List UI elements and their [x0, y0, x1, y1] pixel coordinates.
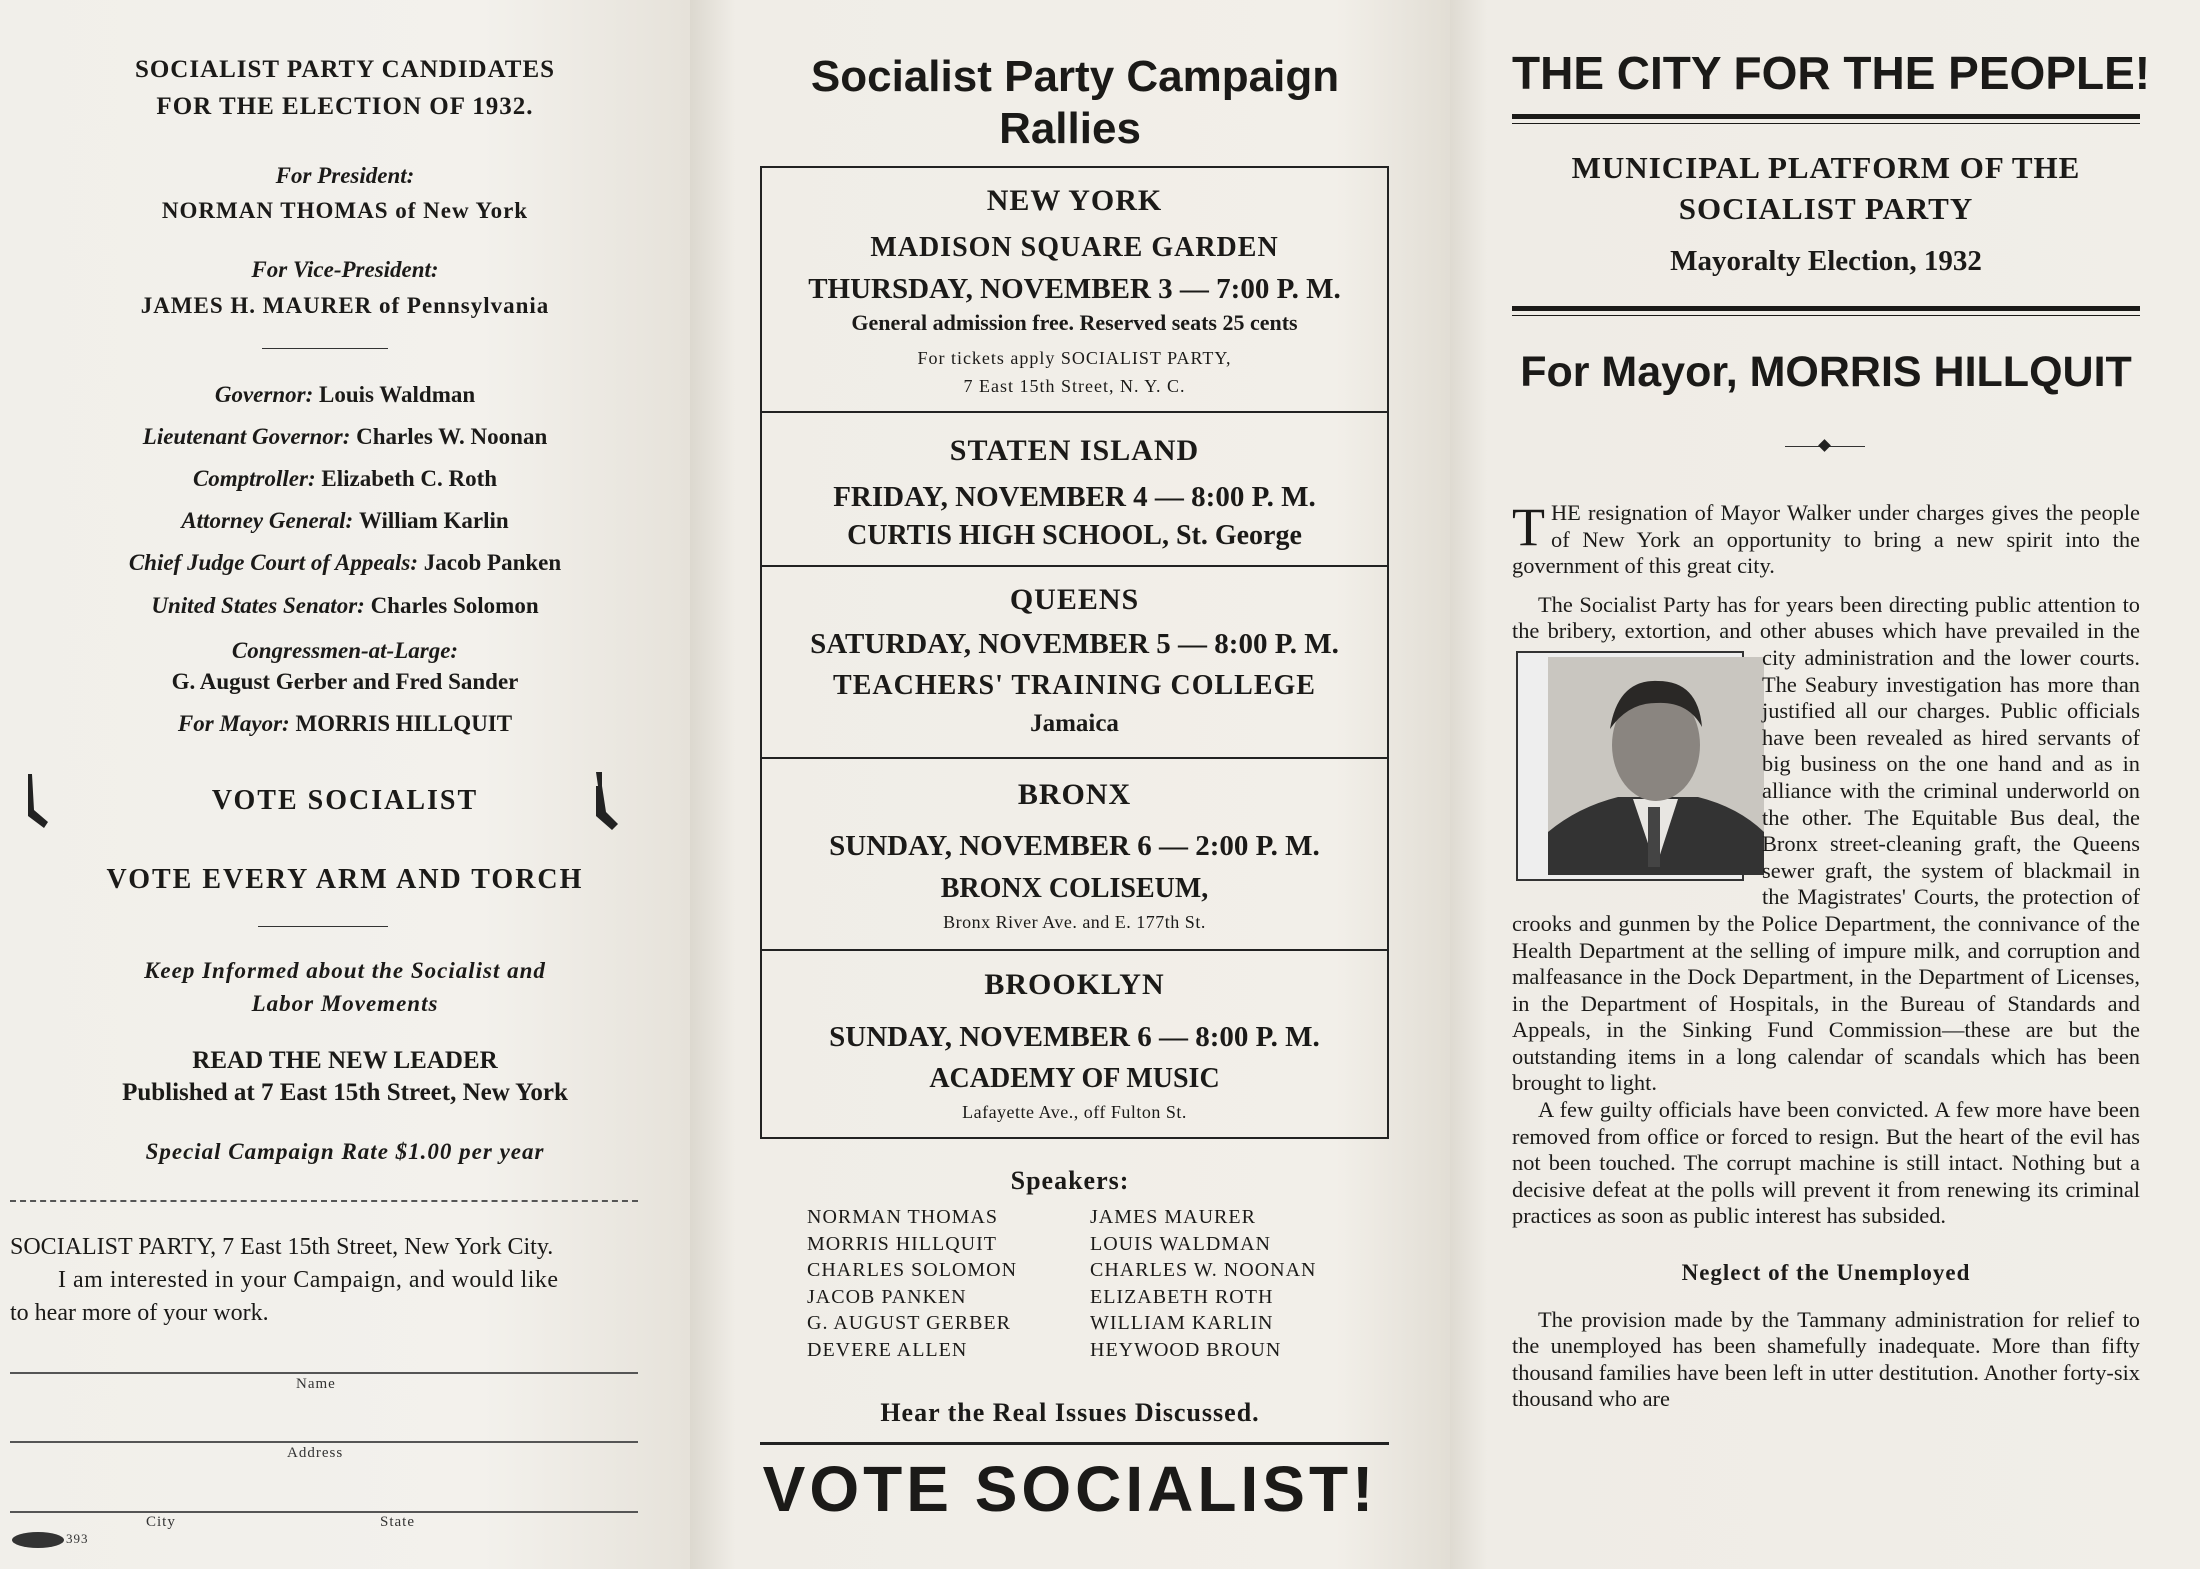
rally-tickets: For tickets apply SOCIALIST PARTY,: [917, 348, 1232, 368]
speaker: NORMAN THOMAS: [807, 1206, 998, 1228]
address-label: Address: [287, 1445, 344, 1461]
platform-subtitle: MUNICIPAL PLATFORM OF THE: [1571, 150, 2081, 185]
role: For Mayor:: [177, 711, 290, 736]
congress-names: G. August Gerber and Fred Sander: [171, 669, 519, 694]
speaker: CHARLES SOLOMON: [807, 1259, 1018, 1281]
name-label: Name: [296, 1376, 336, 1392]
divider: [762, 565, 1387, 567]
role: Attorney General:: [181, 508, 354, 533]
candidate-chief-judge: [0, 550, 690, 576]
candidates-subtitle: FOR THE ELECTION OF 1932.: [156, 93, 534, 120]
middle-panel: [690, 0, 1450, 1569]
divider: [762, 411, 1387, 413]
state-label: State: [380, 1514, 415, 1530]
rally-time: SUNDAY, NOVEMBER 6 — 2:00 P. M.: [829, 830, 1320, 862]
rally-borough: BROOKLYN: [984, 968, 1165, 1001]
candidate-lt-governor: [0, 424, 690, 450]
union-number: 393: [66, 1531, 89, 1546]
left-panel: [0, 0, 690, 1569]
vote-socialist: VOTE SOCIALIST: [211, 785, 479, 816]
drop-cap: T: [1512, 497, 1545, 557]
name: Elizabeth C. Roth: [321, 466, 498, 491]
role: Lieutenant Governor:: [142, 424, 351, 449]
coupon-cut-line: [10, 1200, 638, 1202]
vote-socialist-banner: VOTE SOCIALIST!: [762, 1453, 1378, 1525]
rallies-box: [760, 166, 1389, 1139]
rally-venue: BRONX COLISEUM,: [940, 873, 1209, 904]
mayor-heading: For Mayor, MORRIS HILLQUIT: [1520, 348, 2132, 396]
name: Louis Waldman: [318, 382, 476, 407]
rally-venue: CURTIS HIGH SCHOOL, St. George: [847, 520, 1302, 551]
double-rule: [1512, 315, 2140, 316]
role: Comptroller:: [192, 466, 316, 491]
candidate-governor: [0, 382, 690, 408]
coupon-text: I am interested in your Campaign, and would like: [58, 1267, 559, 1293]
paragraph: [1512, 592, 2140, 1097]
double-rule: [1512, 306, 2140, 311]
rallies-title: Socialist Party Campaign: [810, 52, 1340, 101]
role: Chief Judge Court of Appeals:: [128, 550, 419, 575]
vp-role: For Vice-President:: [251, 257, 439, 282]
diamond-ornament-icon: [1818, 439, 1831, 452]
rally-place: Jamaica: [1030, 710, 1119, 737]
rally-time: FRIDAY, NOVEMBER 4 — 8:00 P. M.: [833, 481, 1316, 513]
rally-borough: BRONX: [1017, 778, 1132, 811]
vote-every-arm: VOTE EVERY ARM AND TORCH: [106, 864, 584, 895]
candidate-comptroller: [0, 466, 690, 492]
rally-venue: TEACHERS' TRAINING COLLEGE: [833, 670, 1316, 701]
name-field[interactable]: [10, 1372, 638, 1374]
paragraph-text: courts. The Seabury investigation has more than justified all our charges. Public officials have been revealed as hired servants of big business on the one hand and as in alliance with the criminal underworld on the other. The Equitable Bus deal, the Bronx street-cleaning graft, the Queens sewer graft, the system of blackmail in the Magistrates' Courts, the protection of crooks and gunmen by the Police Department, the connivance of the Health Department at the selling of impure milk, and corruption and malfeasance in the Dock Department, in the Department of Licenses, in the Department of Hospitals, in the Bureau of Standards and Appeals, in the Sinking Fund Commission—these are but the outstanding items in a long calendar of scandals which has been brought to light.: [1512, 644, 2140, 1096]
speaker: MORRIS HILLQUIT: [807, 1232, 997, 1255]
speaker: LOUIS WALDMAN: [1090, 1232, 1271, 1255]
platform-body: [1512, 497, 2140, 1426]
rally-venue: ACADEMY OF MUSIC: [929, 1063, 1220, 1094]
rally-tickets-address: 7 East 15th Street, N. Y. C.: [963, 376, 1186, 396]
read-new-leader: READ THE NEW LEADER: [192, 1047, 498, 1074]
name: Charles Solomon: [370, 593, 539, 618]
city-state-field[interactable]: [10, 1511, 638, 1513]
election-label: Mayoralty Election, 1932: [1670, 245, 1982, 277]
speaker: G. AUGUST GERBER: [807, 1312, 1011, 1334]
role: Governor:: [214, 382, 314, 407]
rallies-title-2: Rallies: [999, 104, 1141, 153]
divider: [762, 757, 1387, 759]
divider: [762, 949, 1387, 951]
congress-role: Congressmen-at-Large:: [231, 638, 459, 663]
speaker: JAMES MAURER: [1090, 1206, 1256, 1228]
candidate-attorney-general: [0, 508, 690, 534]
speakers-column-1: [807, 1204, 1017, 1363]
rally-borough: NEW YORK: [986, 184, 1163, 217]
divider: [258, 926, 388, 927]
speakers-column-2: [1090, 1204, 1316, 1363]
paragraph: A few guilty officials have been convicted. A few more have been removed from office or forced to resign. But the heart of the evil has not been touched. The corrupt machine is still intact. Nothing but a decisive defeat at the polls will prevent it from renewing its criminal practices as soon as public interest has subsided.: [1512, 1097, 2140, 1229]
rally-note: General admission free. Reserved seats 25 cents: [851, 310, 1298, 335]
published-address: Published at 7 East 15th Street, New York: [122, 1079, 568, 1106]
rally-place: Lafayette Ave., off Fulton St.: [962, 1102, 1187, 1122]
paragraph-text: HE resignation of Mayor Walker under charges gives the people of New York an opportunity to bring a new spirit into the government of this great city.: [1512, 500, 2140, 579]
role: United States Senator:: [151, 593, 365, 618]
name: Charles W. Noonan: [356, 424, 548, 449]
president-role: For President:: [275, 163, 415, 188]
rally-venue: MADISON SQUARE GARDEN: [870, 232, 1279, 263]
candidate-mayor: [0, 711, 690, 737]
keep-informed: Keep Informed about the Socialist and: [144, 958, 546, 983]
divider: [760, 1442, 1389, 1445]
paragraph-text: The Socialist Party has for years been directing public attention to the bribery, extortion, and other abuses which have prevailed in the city administration and the lower: [1512, 591, 2140, 670]
rally-borough: QUEENS: [1009, 583, 1140, 616]
coupon-address: SOCIALIST PARTY, 7 East 15th Street, New York City.: [10, 1234, 554, 1260]
speakers-title: Speakers:: [1010, 1166, 1130, 1195]
candidates-title: SOCIALIST PARTY CANDIDATES: [134, 56, 556, 83]
campaign-rate: Special Campaign Rate $1.00 per year: [145, 1139, 545, 1164]
right-panel: [1450, 0, 2200, 1569]
double-rule: [1512, 123, 2140, 124]
union-label-logo: [12, 1532, 64, 1548]
rally-time: THURSDAY, NOVEMBER 3 — 7:00 P. M.: [808, 273, 1341, 305]
name: Jacob Panken: [423, 550, 562, 575]
divider: [262, 348, 388, 349]
speaker: JACOB PANKEN: [807, 1285, 967, 1308]
speaker: WILLIAM KARLIN: [1090, 1312, 1274, 1334]
speaker: HEYWOOD BROUN: [1090, 1338, 1282, 1361]
name: MORRIS HILLQUIT: [295, 711, 513, 736]
keep-informed-2: Labor Movements: [251, 991, 439, 1016]
city-label: City: [146, 1514, 176, 1530]
address-field[interactable]: [10, 1441, 638, 1443]
portrait-photo: [1516, 651, 1744, 881]
platform-title: THE CITY FOR THE PEOPLE!: [1512, 47, 2151, 99]
hear-issues: Hear the Real Issues Discussed.: [880, 1398, 1260, 1427]
rally-place: Bronx River Ave. and E. 177th St.: [943, 912, 1206, 932]
paragraph: [1512, 497, 2140, 580]
president-name: NORMAN THOMAS of New York: [161, 198, 529, 223]
rally-time: SUNDAY, NOVEMBER 6 — 8:00 P. M.: [829, 1021, 1320, 1053]
rally-time: SATURDAY, NOVEMBER 5 — 8:00 P. M.: [810, 628, 1339, 660]
platform-subtitle-2: SOCIALIST PARTY: [1678, 191, 1974, 226]
paragraph: The provision made by the Tammany administration for relief to the unemployed has been shamefully inadequate. More than fifty thousand families have been left in utter destitution. Another forty-six thousand who are: [1512, 1306, 2140, 1412]
double-rule: [1512, 114, 2140, 119]
coupon-text-2: to hear more of your work.: [10, 1300, 269, 1326]
candidate-senator: [0, 593, 690, 619]
section-heading: Neglect of the Unemployed: [1681, 1260, 1971, 1286]
speaker: DEVERE ALLEN: [807, 1338, 968, 1361]
vp-name: JAMES H. MAURER of Pennsylvania: [140, 293, 550, 318]
name: William Karlin: [358, 508, 509, 533]
rally-borough: STATEN ISLAND: [949, 434, 1200, 467]
speaker: ELIZABETH ROTH: [1090, 1285, 1274, 1308]
speaker: CHARLES W. NOONAN: [1090, 1259, 1317, 1281]
